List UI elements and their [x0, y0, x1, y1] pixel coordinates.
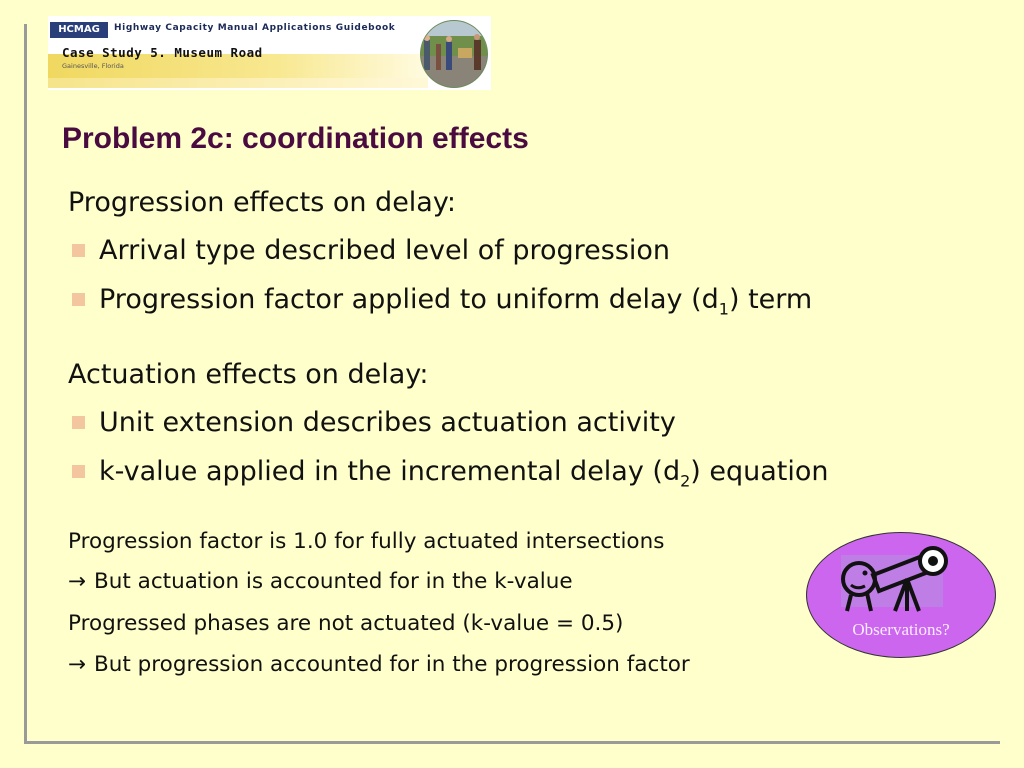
- bullet-square-icon: [72, 416, 85, 429]
- bullet-item: k-value applied in the incremental delay $(d_2)$ equation: [72, 456, 829, 490]
- street-photo-icon: [414, 18, 488, 88]
- bullet-item: Arrival type described level of progression: [72, 235, 670, 266]
- note-line: Progressed phases are not actuated (k-value = 0.5): [68, 611, 624, 636]
- case-study-location: Gainesville, Florida: [62, 62, 124, 70]
- section-heading-actuation: Actuation effects on delay:: [68, 359, 429, 390]
- slide-frame-left: [24, 24, 27, 744]
- note-line: → But progression accounted for in the progression factor: [68, 652, 690, 677]
- bullet-square-icon: [72, 293, 85, 306]
- note-line: Progression factor is 1.0 for fully actuated intersections: [68, 529, 665, 554]
- slide-frame-bottom: [24, 741, 1000, 744]
- hcmag-logo: HCMAG: [50, 22, 108, 38]
- observations-bubble: [806, 532, 996, 658]
- bullet-square-icon: [72, 244, 85, 257]
- header-banner: [48, 16, 491, 90]
- observations-label: Observations?: [852, 620, 950, 639]
- right-arrow-icon: →: [68, 652, 87, 677]
- case-study-title: Case Study 5. Museum Road: [62, 45, 263, 60]
- banner-subtitle: Highway Capacity Manual Applications Guidebook: [114, 23, 396, 33]
- section-heading-progression: Progression effects on delay:: [68, 187, 456, 218]
- right-arrow-icon: →: [68, 569, 87, 594]
- bullet-item: Unit extension describes actuation activity: [72, 407, 676, 438]
- bullet-square-icon: [72, 465, 85, 478]
- bullet-item: Progression factor applied to uniform delay $(d_1)$ term: [72, 284, 812, 318]
- note-line: → But actuation is accounted for in the k-value: [68, 569, 573, 594]
- slide-title: Problem 2c: coordination effects: [62, 122, 529, 155]
